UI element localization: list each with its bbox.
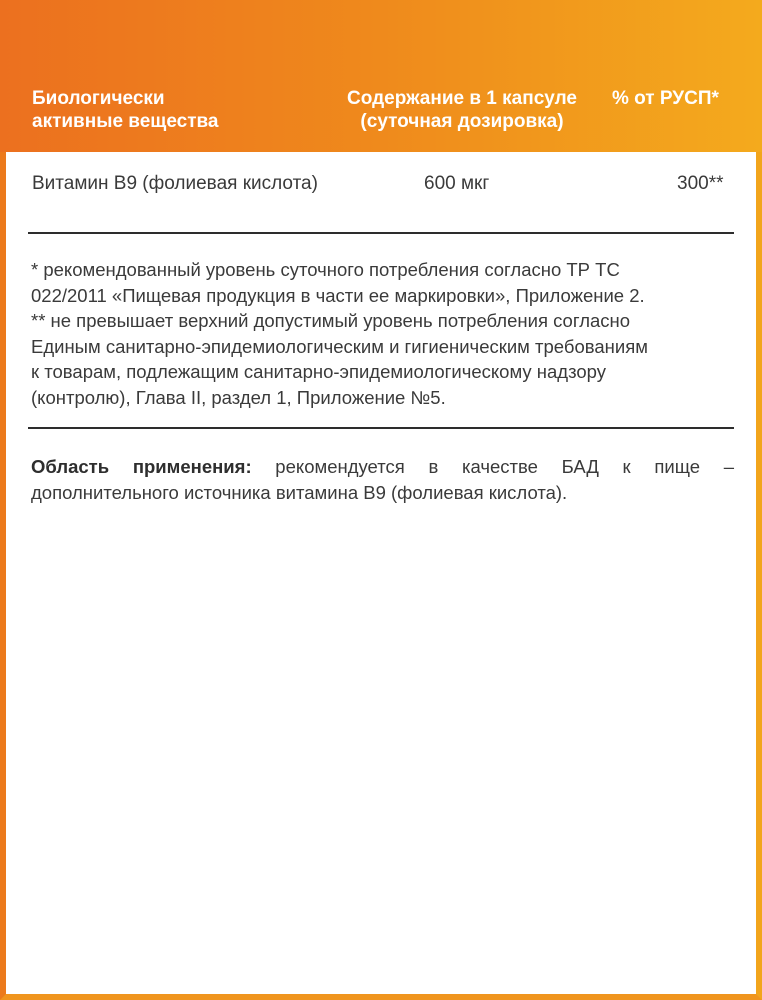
usage-text: рекомендуется в качестве БАД к пище – дополнительного источника витамина В9 (фолиевая кислота). xyxy=(31,456,734,503)
header-percent: % от РУСП* xyxy=(612,88,719,109)
footnote-line: ** не превышает верхний допустимый уровень потребления согласно xyxy=(31,310,631,331)
header-substances xyxy=(32,87,219,133)
footnotes xyxy=(31,257,731,410)
header-substances-line2: активные вещества xyxy=(32,111,219,132)
divider xyxy=(28,232,734,234)
footnote-line: (контролю), Глава II, раздел 1, Приложение №5. xyxy=(31,386,446,408)
header-content-line2: (суточная дозировка) xyxy=(360,111,564,132)
header-content xyxy=(340,87,584,133)
footnote-line: к товарам, подлежащим санитарно-эпидемиологическому надзору xyxy=(31,361,606,382)
row-substance: Витамин В9 (фолиевая кислота) xyxy=(32,173,318,194)
footnote-line: * рекомендованный уровень суточного потребления согласно ТР ТС xyxy=(31,259,620,280)
row-amount: 600 мкг xyxy=(424,173,490,194)
usage-label: Область применения: xyxy=(31,456,252,477)
header-content-line1: Содержание в 1 капсуле xyxy=(347,88,577,109)
table-header xyxy=(0,0,762,152)
header-substances-line1: Биологически xyxy=(32,88,165,109)
row-percent: 300** xyxy=(677,173,724,194)
footnote-line: Единым санитарно-эпидемиологическим и гигиеническим требованиям xyxy=(31,335,648,357)
divider xyxy=(28,427,734,429)
footnote-line: 022/2011 «Пищевая продукция в части ее маркировки», Приложение 2. xyxy=(31,284,645,306)
usage-paragraph xyxy=(31,454,734,506)
